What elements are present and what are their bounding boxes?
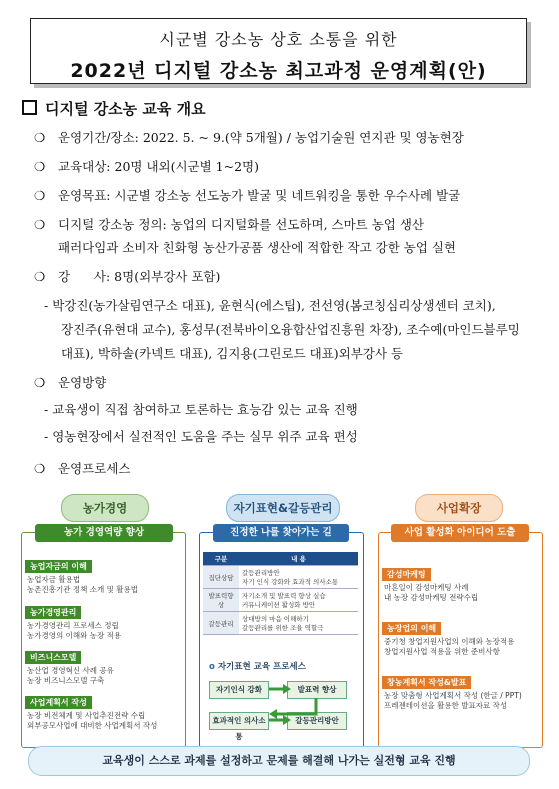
flow-step: 갈등관리방안 [287, 712, 347, 730]
circle-bullet-icon: ❍ [34, 461, 46, 476]
item-target [34, 157, 259, 175]
left-section-label: 사업계획서 작성 [25, 696, 92, 709]
table-cell-line: 상대방의 마음 이해하기 [242, 615, 309, 623]
item-definition [34, 215, 424, 233]
flow-step: 효과적인 의사소통 [209, 712, 269, 730]
checkbox-square-icon [22, 100, 37, 115]
section-heading-text: 디지털 강소농 교육 개요 [45, 100, 206, 118]
item-process-text: 운영프로세스 [58, 461, 131, 476]
title-line-1: 시군별 강소농 상호 소통을 위한 [159, 30, 398, 49]
left-section-label: 농업자금의 이해 [25, 560, 92, 573]
arrow-down-icon [274, 698, 316, 714]
item-period [34, 128, 464, 146]
right-column-title: 사업확장 [415, 494, 503, 522]
direction-line-1: - 교육생이 직접 참여하고 토론하는 효능감 있는 교육 진행 [44, 402, 358, 417]
center-bar: 진정한 나를 찾아가는 길 [213, 524, 349, 542]
table-header: 구분 [203, 552, 239, 566]
lecturers-line-3: 대표), 박하솔(카넥트 대표), 김지용(그린로드 대표)외부강사 등 [61, 346, 403, 361]
right-section-label: 농장업의 이해 [382, 622, 441, 635]
center-table [203, 552, 358, 635]
left-section [25, 645, 114, 686]
right-bar: 사업 활성화 아이디어 도출 [391, 524, 529, 542]
left-section-line: 농산업 경영혁신 사례 공유 [27, 666, 114, 675]
item-lecturer-text: 강 사: 8명(외부강사 포함) [58, 269, 221, 284]
item-process [34, 459, 130, 477]
left-section-line: 외부공모사업에 대비한 사업계획서 작성 [27, 721, 158, 730]
table-cell-line: 갈등관리방안 [242, 569, 280, 577]
circle-bullet-icon: ❍ [34, 269, 46, 284]
right-section-line: 내 농장 감성마케팅 전략수립 [384, 593, 479, 602]
left-column-title: 농가경영 [61, 494, 149, 522]
left-section-line: 농장 비전체계 및 사업추진전략 수립 [27, 711, 146, 720]
right-section-line: 중기청 창업지원사업의 이해와 농장적용 [384, 637, 515, 646]
right-section-line: 프레젠테이션을 활용한 발표자료 작성 [384, 701, 508, 710]
ring-bullet-icon: o [209, 662, 215, 672]
center-process-title-text: 자기표현 교육 프로세스 [217, 662, 306, 672]
arrow-head-icon [269, 709, 277, 719]
left-section [25, 690, 157, 731]
item-definition-text-2: 패러다임과 소비자 친화형 농산가공품 생산에 적합한 작고 강한 농업 실현 [58, 240, 457, 255]
left-bar: 농가 경영역량 향상 [35, 524, 173, 542]
table-cell: 발표력향상 [203, 589, 239, 612]
right-section-label: 창농계획서 작성&발표 [382, 676, 471, 689]
right-section [382, 562, 478, 603]
center-process-title [209, 660, 306, 672]
left-section-label: 비즈니스모델 [25, 651, 81, 664]
left-section-line: 농업자금 활용법 [27, 575, 81, 584]
circle-bullet-icon: ❍ [34, 375, 46, 390]
item-target-text: 교육대상: 20명 내외(시군별 1~2명) [58, 159, 259, 174]
arrow-head-icon [283, 715, 291, 725]
circle-bullet-icon: ❍ [34, 130, 46, 145]
left-section-line: 농가경영관리 프로세스 정립 [27, 621, 119, 630]
item-goal-text: 운영목표: 시군별 강소농 선도농가 발굴 및 네트워킹을 통한 우수사례 발굴 [58, 188, 461, 203]
table-cell [239, 589, 358, 612]
item-definition-text-1: 디지털 강소농 정의: 농업의 디지털화를 선도하며, 스마트 농업 생산 [58, 217, 424, 232]
right-section [382, 616, 514, 657]
flow-step: 발표력 향상 [287, 681, 347, 699]
flow-step: 자기인식 강화 [209, 681, 269, 699]
table-cell-line: 자기소개 및 발표력 향상 실습 [242, 592, 326, 600]
title-box [30, 18, 527, 84]
table-cell-line: 갈등관리를 위한 조율 역할극 [242, 624, 324, 632]
circle-bullet-icon: ❍ [34, 159, 46, 174]
section-heading [22, 98, 206, 119]
right-section-line: 농장 맞춤형 사업계획서 작성 (한글 / PPT) [384, 691, 522, 700]
circle-bullet-icon: ❍ [34, 217, 46, 232]
left-section-line: 농가경영의 이해와 농장 적용 [27, 631, 122, 640]
right-section-line: 마흔일이 감성마케팅 사례 [384, 583, 469, 592]
table-cell-line: 커뮤니케이션 활성화 방안 [242, 601, 316, 609]
table-header: 내 용 [239, 552, 358, 566]
table-cell [239, 612, 358, 635]
right-section-label: 감성마케팅 [382, 568, 431, 581]
table-cell: 집단상담 [203, 566, 239, 589]
title-line-2: 2022년 디지털 강소농 최고과정 운영계획(안) [70, 60, 487, 82]
item-period-text: 운영기간/장소: 2022. 5. ~ 9.(약 5개월) / 농업기술원 연지관 및 영농현장 [58, 130, 464, 145]
arrow-head-icon [283, 684, 291, 694]
item-direction [34, 373, 106, 391]
left-section [25, 554, 138, 595]
process-diagram [13, 488, 548, 775]
item-lecturers [34, 267, 220, 285]
left-section-label: 농가경영관리 [25, 606, 81, 619]
table-cell-line: 자기 인식 강화와 효과적 의사소통 [242, 578, 339, 586]
right-section [382, 670, 522, 711]
table-cell: 갈등관리 [203, 612, 239, 635]
left-section [25, 600, 121, 641]
left-section-line: 농촌진흥기관 정책 소개 및 활용법 [27, 585, 138, 594]
item-goal [34, 186, 460, 204]
table-cell [239, 566, 358, 589]
lecturers-line-1: - 박강진(농가살림연구소 대표), 윤현식(에스팁), 전선영(봄코칭심리상생센터 코치), [44, 298, 496, 313]
left-section-line: 농장 비즈니스모델 구축 [27, 676, 105, 685]
direction-line-2: - 영농현장에서 실전적인 도움을 주는 실무 위주 교육 편성 [44, 429, 358, 444]
right-section-line: 창업지원사업 적용을 위한 준비사항 [384, 647, 500, 656]
table-row [203, 589, 358, 612]
center-column-title: 자기표현&갈등관리 [226, 494, 340, 522]
bottom-banner: 교육생이 스스로 과제를 설정하고 문제를 해결해 나가는 실전형 교육 진행 [28, 746, 530, 776]
flow-arrows [199, 676, 362, 736]
table-row [203, 612, 358, 635]
circle-bullet-icon: ❍ [34, 188, 46, 203]
lecturers-line-2: 장진주(유현대 교수), 홍성무(전북바이오융합산업진흥원 차장), 조수예(마인드블루밍 [61, 322, 520, 337]
item-direction-text: 운영방향 [58, 375, 107, 390]
table-row [203, 566, 358, 589]
